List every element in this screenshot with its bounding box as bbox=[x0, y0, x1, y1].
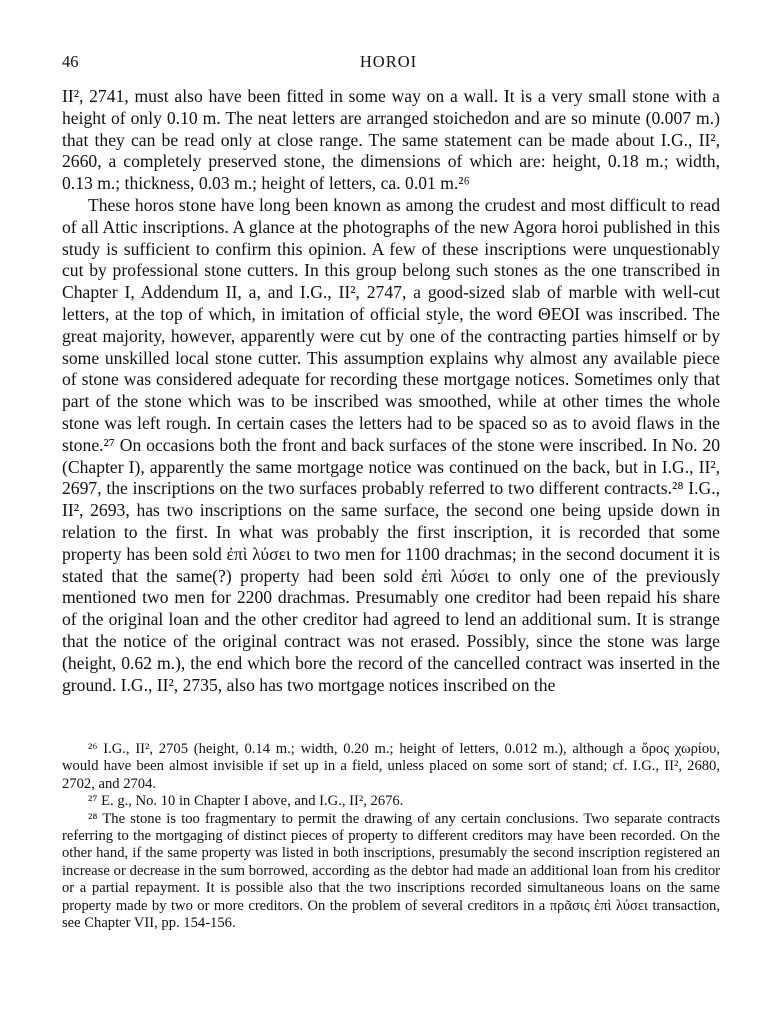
footnote-26: ²⁶ I.G., II², 2705 (height, 0.14 m.; width, 0.20 m.; height of letters, 0.012 m.), although a ὅρος χωρίου, would have been almost invisible if set up in a field, unless placed on some sort of stand; cf. I.G., II², 2680, 2702, and 2704. bbox=[62, 741, 720, 792]
main-text bbox=[62, 86, 720, 696]
footnote-28: ²⁸ The stone is too fragmentary to permit the drawing of any certain conclusions. Two separate contracts referring to the mortgaging of distinct pieces of property to different creditors may have been recorded. On the other hand, if the same property was listed in both inscriptions, presumably the second inscription registered an increase or decrease in the sum borrowed, according as the debtor had made an additional loan from his creditor or a partial repayment. It is possible also that the two inscriptions recorded simultaneous loans on the same property made by two or more creditors. On the problem of several creditors in a πρᾶσις ἐπὶ λύσει transaction, see Chapter VII, pp. 154-156. bbox=[62, 810, 720, 932]
page-number: 46 bbox=[62, 52, 79, 71]
running-title: HOROI bbox=[359, 52, 418, 71]
footnote-27: ²⁷ E. g., No. 10 in Chapter I above, and I.G., II², 2676. bbox=[88, 793, 404, 810]
paragraph-horos-stones: These horos stone have long been known as among the crudest and most difficult to read of all Attic inscriptions. A glance at the photographs of the new Agora horoi published in this study is sufficient to confirm this opinion. A few of these inscriptions were unquestionably cut by professional stone cutters. In this group belong such stones as the one transcribed in Chapter I, Addendum II, a, and I.G., II², 2747, a good-sized slab of marble with well-cut letters, at the top of which, in imitation of official style, the word ΘΕΟΙ was inscribed. The great majority, however, apparently were cut by one of the contracting parties himself or by some unskilled local stone cutter. This assumption explains why almost any available piece of stone was considered adequate for recording these mortgage notices. Sometimes only that part of the stone which was to be inscribed was smoothed, while at other times the whole stone was left rough. In certain cases the letters had to be spaced so as to avoid flaws in the stone.²⁷ On occasions both the front and back surfaces of the stone were inscribed. In No. 20 (Chapter I), apparently the same mortgage notice was continued on the back, but in I.G., II², 2697, the inscriptions on the two surfaces probably referred to two different contracts.²⁸ I.G., II², 2693, has two inscriptions on the same surface, the second one being upside down in relation to the first. In what was probably the first inscription, it is recorded that some property has been sold ἐπὶ λύσει to two men for 1100 drachmas; in the second document it is stated that the same(?) property had been sold ἐπὶ λύσει to only one of the previously mentioned two men for 2200 drachmas. Presumably one creditor had been repaid his share of the original loan and the other creditor had agreed to lend an additional sum. It is strange that the notice of the original contract was not erased. Possibly, since the stone was large (height, 0.62 m.), the end which bore the record of the cancelled contract was inserted in the ground. I.G., II², 2735, also has two mortgage notices inscribed on the bbox=[62, 194, 720, 695]
footnotes bbox=[62, 741, 720, 932]
paragraph-continued: II², 2741, must also have been fitted in some way on a wall. It is a very small stone with a height of only 0.10 m. The neat letters are arranged stoichedon and are so minute (0.007 m.) that they can be read only at close range. The same statement can be made about I.G., II², 2660, a completely preserved stone, the dimensions of which are: height, 0.18 m.; width, 0.13 m.; thickness, 0.03 m.; height of letters, ca. 0.01 m.²⁶ bbox=[62, 86, 720, 194]
page-header bbox=[62, 52, 715, 72]
